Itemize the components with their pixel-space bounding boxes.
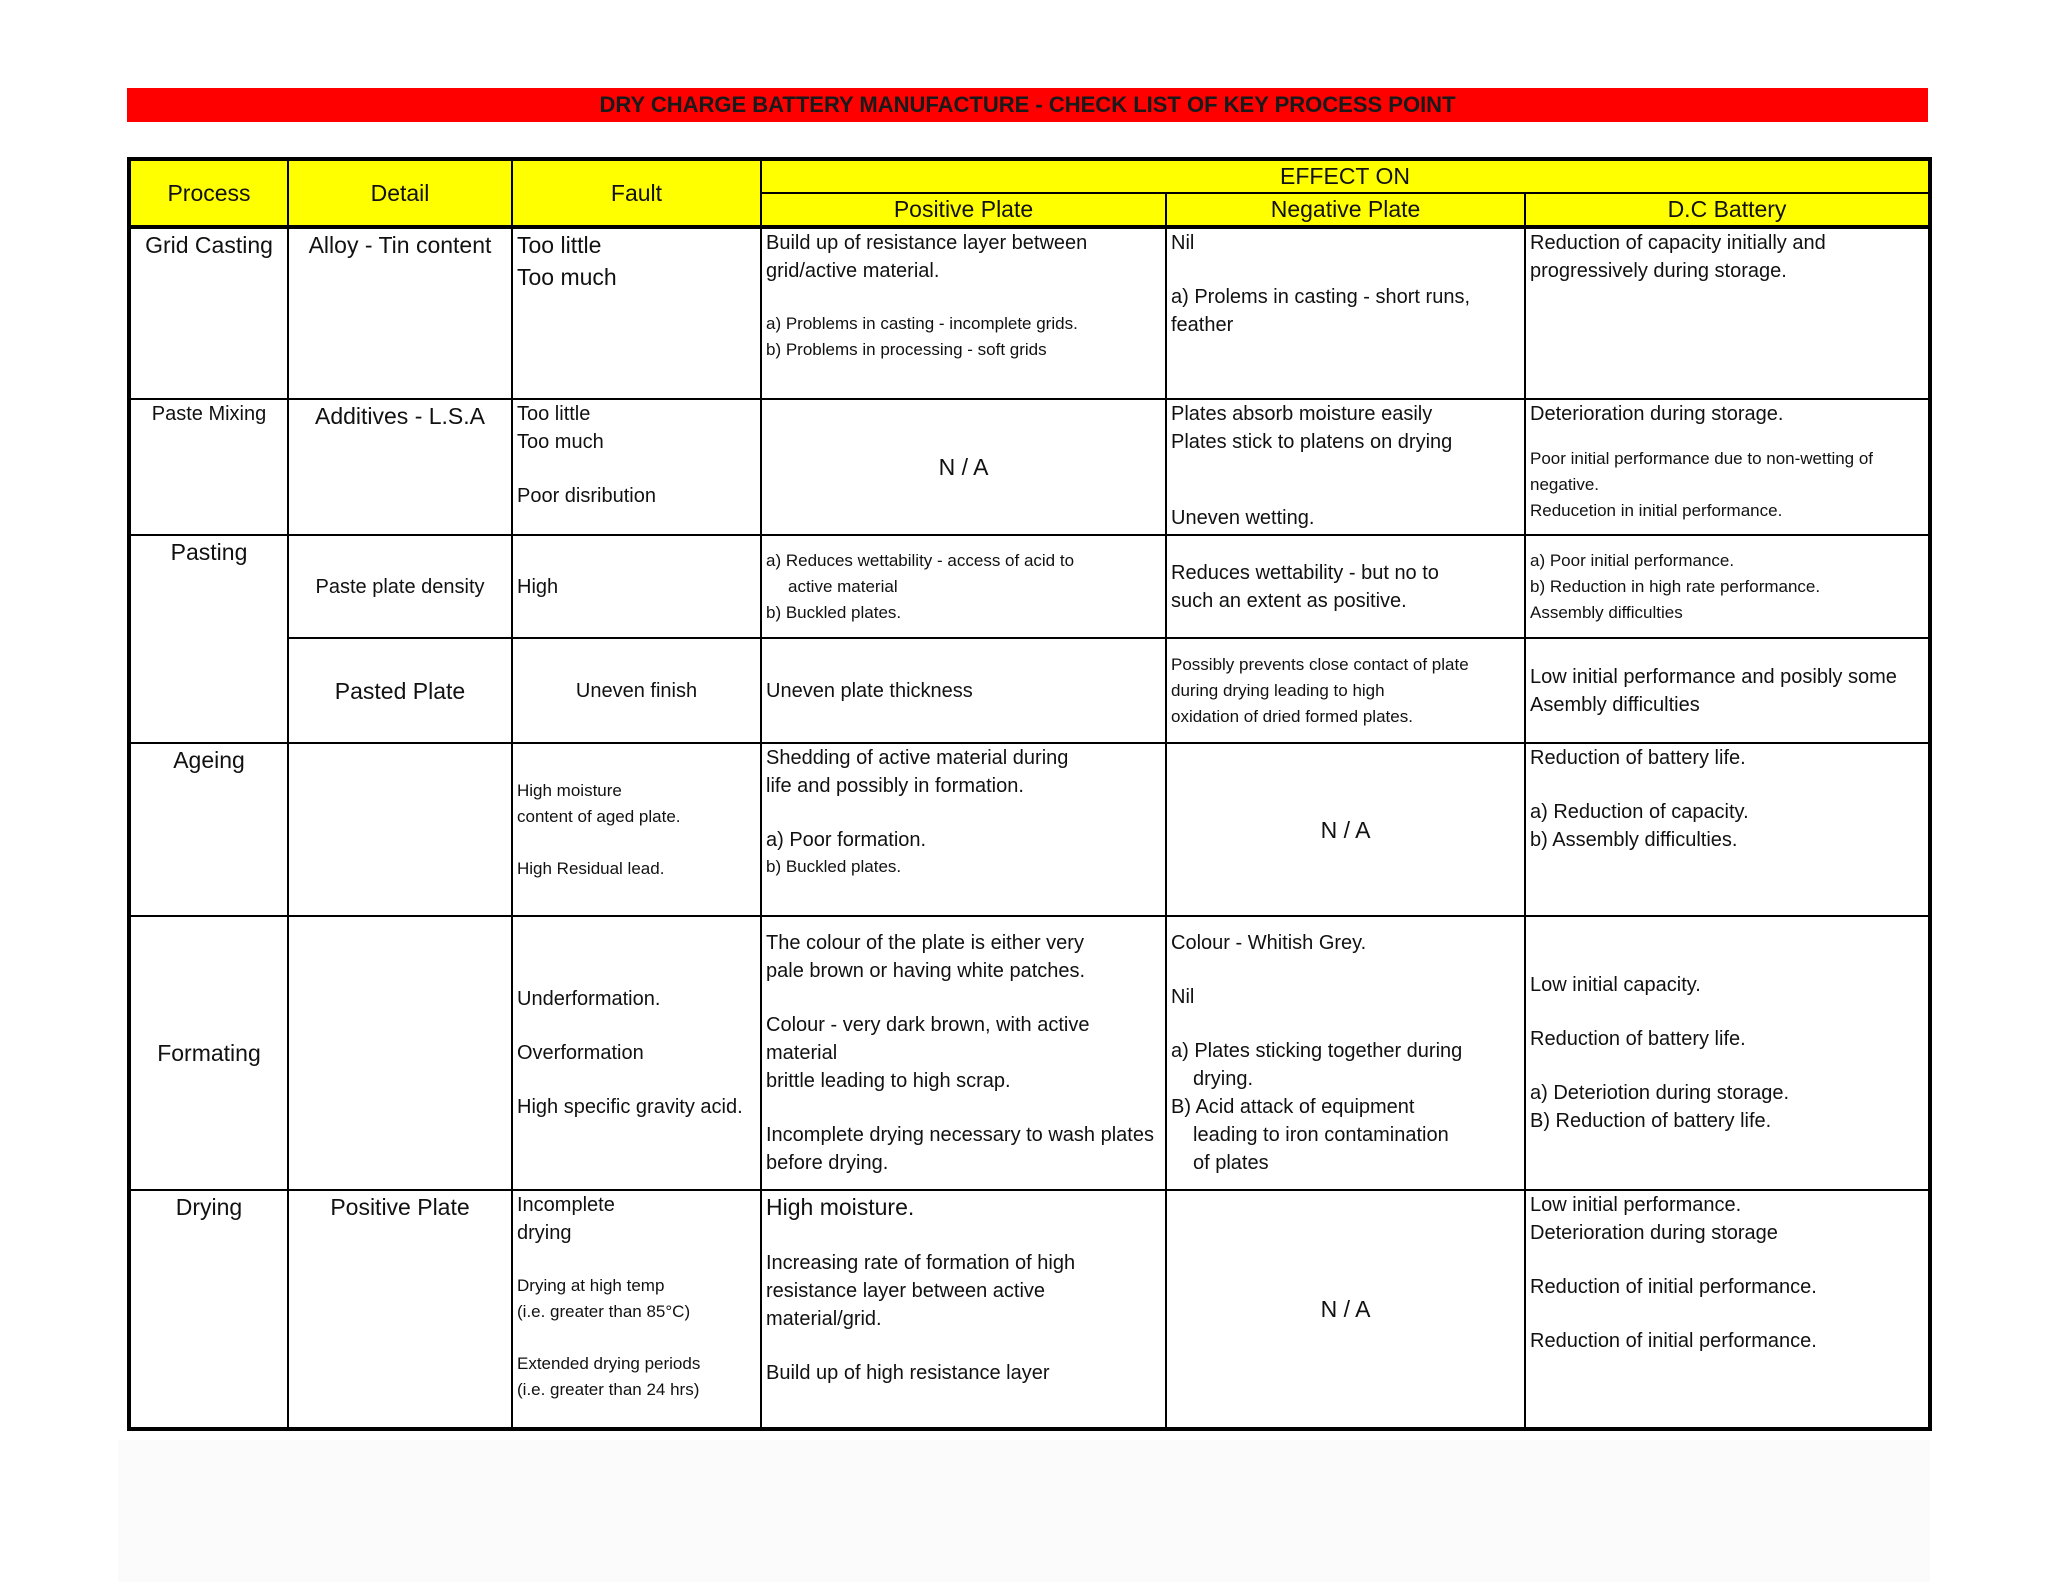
negative-cell [1166,399,1525,535]
battery-cell [1525,638,1930,743]
header-negative-plate: Negative Plate [1166,193,1525,227]
battery-cell [1525,535,1930,638]
fault-cell [512,1190,761,1429]
row-grid-casting [129,227,1930,399]
negative-line: Reduces wettability - but no to [1171,561,1439,584]
header-dc-battery: D.C Battery [1525,193,1930,227]
negative-line: feather [1171,314,1234,336]
positive-line: The colour of the plate is either very [766,932,1084,954]
negative-cell: N / A [1166,1190,1525,1429]
negative-line: of plates [1193,1152,1269,1174]
fault-line: Too much [517,431,604,453]
positive-cell [761,227,1166,399]
positive-cell [761,535,1166,638]
fault-line: Too little [517,403,591,425]
checklist-table [127,157,1932,1431]
negative-cell [1166,916,1525,1190]
fault-cell [512,743,761,916]
fault-line: Extended drying periods [517,1354,701,1373]
negative-line: oxidation of dried formed plates. [1171,706,1413,726]
negative-cell [1166,638,1525,743]
fault-line: Too little [517,232,602,258]
positive-line: a) Problems in casting - incomplete grids. [766,314,1078,333]
fault-line: Drying at high temp [517,1276,665,1295]
row-paste-mixing [129,399,1930,535]
positive-line: Incomplete drying necessary to wash plates [766,1124,1154,1146]
positive-line: material/grid. [766,1308,882,1330]
positive-line: grid/active material. [766,260,940,282]
battery-line: Poor initial performance due to non-wetting of [1530,449,1874,468]
battery-line: Reduction of initial performance. [1530,1276,1817,1298]
fault-line: content of aged plate. [517,806,681,826]
battery-line: negative. [1530,475,1599,494]
positive-line: b) Buckled plates. [766,857,902,876]
detail-cell: Paste plate density [288,535,512,638]
fault-cell [512,916,761,1190]
row-drying [129,1190,1930,1429]
detail-cell: Additives - L.S.A [288,399,512,535]
positive-line: Build up of resistance layer between [766,232,1088,254]
positive-line: life and possibly in formation. [766,775,1024,797]
process-cell: Drying [129,1190,288,1429]
battery-line: a) Reduction of capacity. [1530,801,1749,823]
negative-line: drying. [1193,1068,1254,1090]
fault-line: drying [517,1222,572,1244]
fault-line: Poor disribution [517,485,656,507]
detail-cell: Positive Plate [288,1190,512,1429]
row-formating [129,916,1930,1190]
negative-line: during drying leading to high [1171,680,1385,700]
fault-line: (i.e. greater than 85°C) [517,1302,691,1321]
battery-cell [1525,916,1930,1190]
process-cell: Grid Casting [129,227,288,399]
positive-cell [761,743,1166,916]
battery-line: Asembly difficulties [1530,693,1700,716]
negative-line: such an extent as positive. [1171,589,1407,612]
negative-line: Possibly prevents close contact of plate [1171,654,1469,674]
fault-line: Underformation. [517,988,661,1010]
battery-line: Assembly difficulties [1530,602,1683,622]
battery-line: Reducetion in initial performance. [1530,501,1783,520]
fault-line: Too much [517,264,617,290]
positive-cell: Uneven plate thickness [761,638,1166,743]
fault-cell: Uneven finish [512,638,761,743]
fault-line: High moisture [517,780,622,800]
battery-cell [1525,399,1930,535]
negative-line: Plates stick to platens on drying [1171,431,1453,453]
positive-line: Increasing rate of formation of high [766,1252,1076,1274]
header-row-1 [129,159,1930,193]
battery-line: Low initial capacity. [1530,974,1701,996]
battery-line: Reduction of battery life. [1530,1028,1746,1050]
header-fault: Fault [512,159,761,227]
battery-line: Reduction of battery life. [1530,747,1746,769]
process-cell: Paste Mixing [129,399,288,535]
header-detail: Detail [288,159,512,227]
sheet-title: DRY CHARGE BATTERY MANUFACTURE - CHECK LIST OF KEY PROCESS POINT [127,88,1928,122]
negative-line: a) Plates sticking together during [1171,1040,1463,1062]
positive-line: brittle leading to high scrap. [766,1070,1011,1092]
negative-cell [1166,227,1525,399]
negative-line: Colour - Whitish Grey. [1171,932,1367,954]
battery-line: Low initial performance. [1530,1194,1742,1216]
negative-cell [1166,535,1525,638]
positive-line: resistance layer between active [766,1280,1046,1302]
positive-cell: N / A [761,399,1166,535]
positive-line: Build up of high resistance layer [766,1362,1050,1384]
positive-cell [761,1190,1166,1429]
positive-line: b) Buckled plates. [766,602,902,622]
negative-line: a) Prolems in casting - short runs, [1171,286,1470,308]
row-pasted-plate [129,638,1930,743]
row-pasting [129,535,1930,638]
positive-line: High moisture. [766,1194,915,1220]
detail-cell [288,743,512,916]
positive-line: before drying. [766,1152,889,1174]
battery-cell [1525,1190,1930,1429]
positive-line: pale brown or having white patches. [766,960,1086,982]
negative-line: B) Acid attack of equipment [1171,1096,1415,1118]
positive-line: active material [788,576,898,596]
battery-line: progressively during storage. [1530,260,1787,282]
detail-cell: Pasted Plate [288,638,512,743]
battery-line: Deterioration during storage. [1530,403,1784,425]
page-footer-area [118,1440,1930,1582]
negative-line: Nil [1171,232,1195,254]
fault-line: Incomplete [517,1194,615,1216]
battery-line: Reduction of initial performance. [1530,1330,1817,1352]
header-positive-plate: Positive Plate [761,193,1166,227]
fault-cell [512,227,761,399]
battery-line: Deterioration during storage [1530,1222,1778,1244]
battery-line: b) Assembly difficulties. [1530,829,1738,851]
process-cell: Pasting [129,535,288,743]
header-process: Process [129,159,288,227]
battery-line: a) Poor initial performance. [1530,550,1735,570]
row-ageing [129,743,1930,916]
fault-cell [512,399,761,535]
fault-line: Overformation [517,1042,644,1064]
header-effect-on: EFFECT ON [761,159,1930,193]
battery-cell [1525,743,1930,916]
negative-line: Plates absorb moisture easily [1171,403,1433,425]
positive-line: Colour - very dark brown, with active material [766,1014,1090,1064]
process-cell: Formating [129,916,288,1190]
battery-line: b) Reduction in high rate performance. [1530,576,1821,596]
process-cell: Ageing [129,743,288,916]
detail-cell [288,916,512,1190]
fault-line: (i.e. greater than 24 hrs) [517,1380,700,1399]
negative-line: Nil [1171,986,1195,1008]
battery-line: a) Deteriotion during storage. [1530,1082,1790,1104]
positive-line: a) Poor formation. [766,829,927,851]
battery-cell [1525,227,1930,399]
positive-line: b) Problems in processing - soft grids [766,340,1047,359]
positive-line: a) Reduces wettability - access of acid to [766,550,1075,570]
battery-line: Reduction of capacity initially and [1530,232,1826,254]
fault-cell: High [512,535,761,638]
negative-line: Uneven wetting. [1171,507,1315,529]
fault-line: High Residual lead. [517,858,665,878]
positive-cell [761,916,1166,1190]
fault-line: High specific gravity acid. [517,1096,743,1118]
negative-cell: N / A [1166,743,1525,916]
battery-line: B) Reduction of battery life. [1530,1110,1772,1132]
positive-line: Shedding of active material during [766,747,1069,769]
battery-line: Low initial performance and posibly some [1530,665,1897,688]
detail-cell: Alloy - Tin content [288,227,512,399]
negative-line: leading to iron contamination [1193,1124,1449,1146]
